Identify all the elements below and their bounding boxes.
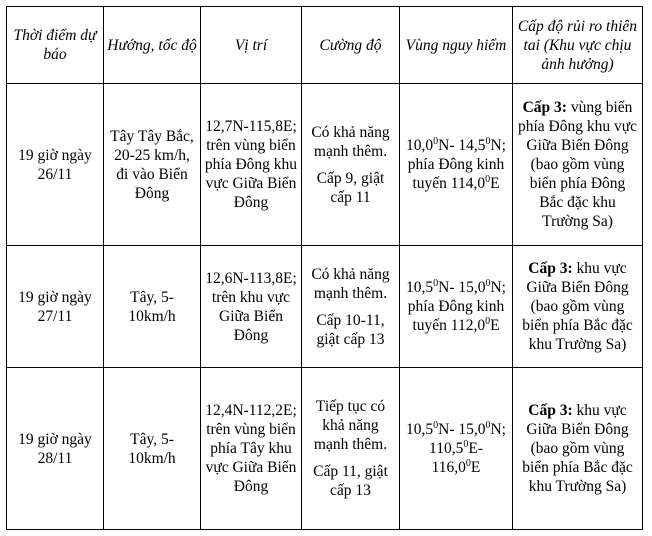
- table-row: [7, 246, 643, 368]
- cell-danger-zone: 10,0$^0$N- 14,5$^0$N; phía Đông kinh tuyến 114,0$^0$E: [400, 84, 513, 246]
- header-time: Thời điểm dự báo: [7, 7, 104, 84]
- risk-level-label: Cấp 3:: [522, 99, 567, 116]
- table-row: [7, 368, 643, 530]
- header-danger-zone: Vùng nguy hiểm: [400, 7, 513, 84]
- intensity-trend: Tiếp tục có khả năng mạnh thêm.: [313, 398, 388, 453]
- forecast-table: [6, 6, 643, 530]
- header-row: [7, 7, 643, 84]
- header-direction: Hướng, tốc độ: [104, 7, 201, 84]
- cell-risk-level: [513, 246, 643, 368]
- cell-direction: Tây, 5-10km/h: [104, 246, 201, 368]
- header-risk-level: Cấp độ rủi ro thiên tai (Khu vực chịu ảnh hưởng): [513, 7, 643, 84]
- cell-time: 19 giờ ngày 26/11: [7, 84, 104, 246]
- risk-area: khu vực Giữa Biển Đông (bao gồm vùng biển phía Bắc đặc khu Trường Sa): [522, 260, 633, 353]
- risk-area: vùng biển phía Đông khu vực Giữa Biển Đông (bao gồm vùng biển phía Đông Bắc đặc khu Trường Sa): [517, 99, 638, 230]
- risk-level-label: Cấp 3:: [528, 260, 573, 277]
- cell-intensity: [302, 246, 400, 368]
- intensity-level: Cấp 9, giật cấp 11: [316, 169, 385, 206]
- cell-intensity: [302, 84, 400, 246]
- cell-position: 12,7N-115,8E; trên vùng biển phía Đông khu vực Giữa Biển Đông: [201, 84, 302, 246]
- risk-area: khu vực Giữa Biển Đông (bao gồm vùng biển phía Bắc đặc khu Trường Sa): [522, 402, 633, 495]
- intensity-level: Cấp 10-11, giật cấp 13: [316, 311, 385, 348]
- header-position: Vị trí: [201, 7, 302, 84]
- cell-direction: Tây, 5-10km/h: [104, 368, 201, 530]
- cell-intensity: [302, 368, 400, 530]
- intensity-trend: Có khả năng mạnh thêm.: [311, 123, 390, 160]
- cell-risk-level: [513, 84, 643, 246]
- cell-danger-zone: 10,5$^0$N- 15,0$^0$N; 110,5$^0$E- 116,0$^0$E: [400, 368, 513, 530]
- cell-position: 12,4N-112,2E; trên vùng biển phía Tây khu vực Giữa Biển Đông: [201, 368, 302, 530]
- intensity-level: Cấp 11, giật cấp 13: [313, 463, 388, 499]
- risk-level-label: Cấp 3:: [528, 402, 573, 419]
- header-intensity: Cường độ: [302, 7, 400, 84]
- cell-danger-zone: 10,5$^0$N- 15,0$^0$N; phía Đông kinh tuyến 112,0$^0$E: [400, 246, 513, 368]
- cell-position: 12,6N-113,8E; trên khu vực Giữa Biển Đông: [201, 246, 302, 368]
- table-row: [7, 84, 643, 246]
- cell-direction: Tây Tây Bắc, 20-25 km/h, đi vào Biển Đông: [104, 84, 201, 246]
- cell-time: 19 giờ ngày 28/11: [7, 368, 104, 530]
- intensity-trend: Có khả năng mạnh thêm.: [311, 265, 390, 302]
- cell-time: 19 giờ ngày 27/11: [7, 246, 104, 368]
- cell-risk-level: [513, 368, 643, 530]
